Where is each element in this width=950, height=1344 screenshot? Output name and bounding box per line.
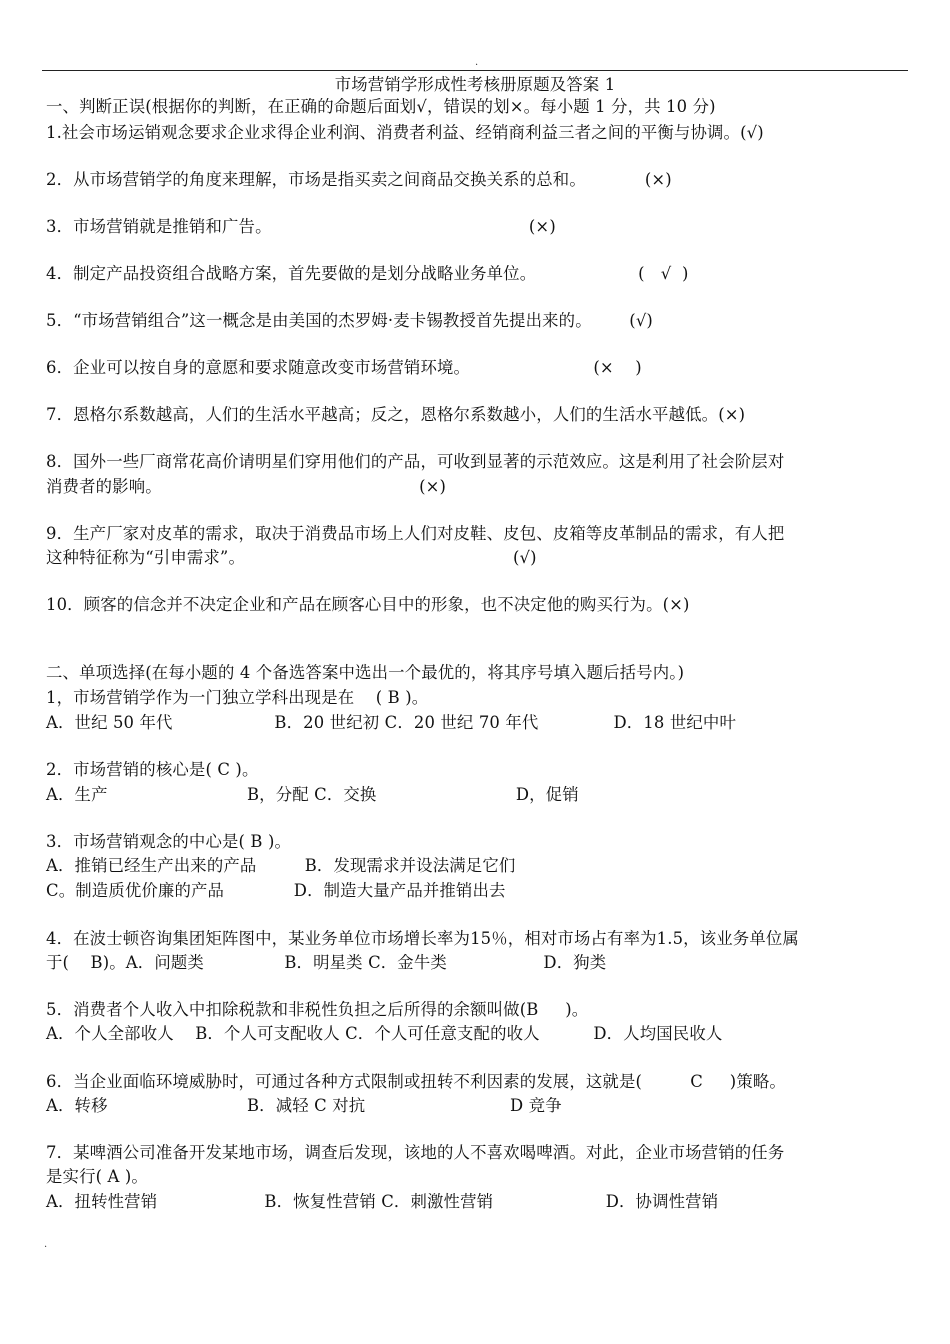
choice-q3-stem: 3．市场营销观念的中心是( B )。: [46, 832, 292, 851]
choice-q3-options-2: C。制造质优价廉的产品 D．制造大量产品并推销出去: [46, 881, 506, 900]
choice-q2-stem: 2．市场营销的核心是( C )。: [46, 760, 259, 779]
choice-q1-stem: 1，市场营销学作为一门独立学科出现是在 ( B )。: [46, 688, 429, 707]
judge-item-3: 3．市场营销就是推销和广告。 (×): [46, 217, 556, 236]
judge-item-4: 4．制定产品投资组合战略方案，首先要做的是划分战略业务单位。 ( √ ): [46, 264, 689, 283]
judge-item-8-line1: 8．国外一些厂商常花高价请明星们穿用他们的产品，可收到显著的示范效应。这是利用了社会阶层对: [46, 452, 785, 471]
choice-q7-stem-1: 7．某啤酒公司准备开发某地市场，调查后发现，该地的人不喜欢喝啤酒。对此，企业市场营销的任务: [46, 1143, 785, 1162]
header-mark: .: [475, 57, 479, 68]
judge-item-2: 2．从市场营销学的角度来理解，市场是指买卖之间商品交换关系的总和。 (×): [46, 170, 672, 189]
choice-q2-options: A．生产 B，分配 C．交换 D，促销: [46, 785, 579, 804]
choice-q6-options: A．转移 B．减轻 C 对抗 D 竞争: [46, 1096, 562, 1115]
judge-item-7: 7．恩格尔系数越高，人们的生活水平越高；反之，恩格尔系数越小，人们的生活水平越低。(×): [46, 405, 746, 424]
choice-q5-options: A．个人全部收人 B．个人可支配收人 C．个人可任意支配的收人 D．人均国民收人: [46, 1024, 723, 1043]
choice-q5-stem: 5．消费者个人收入中扣除税款和非税性负担之后所得的余额叫做(B )。: [46, 1000, 589, 1019]
judge-item-10: 10．顾客的信念并不决定企业和产品在顾客心目中的形象，也不决定他的购买行为。(×): [46, 595, 690, 614]
judge-item-5: 5．“市场营销组合”这一概念是由美国的杰罗姆·麦卡锡教授首先提出来的。 (√): [46, 311, 653, 330]
choice-q7-stem-2: 是实行( A )。: [46, 1167, 148, 1186]
choice-q4-stem: 4．在波士顿咨询集团矩阵图中，某业务单位市场增长率为15％，相对市场占有率为1.5，该业务单位属: [46, 929, 799, 948]
page-title: 市场营销学形成性考核册原题及答案 1: [334, 75, 616, 94]
choice-q6-stem: 6．当企业面临环境威胁时，可通过各种方式限制或扭转不利因素的发展，这就是( C )策略。: [46, 1072, 786, 1091]
choice-q3-options-1: A．推销已经生产出来的产品 B．发现需求并设法满足它们: [46, 856, 516, 875]
judge-item-9-line2: 这种特征称为“引申需求”。 (√): [46, 548, 537, 567]
choice-q7-options: A．扭转性营销 B．恢复性营销 C．刺激性营销 D．协调性营销: [46, 1192, 719, 1211]
judge-item-6: 6．企业可以按自身的意愿和要求随意改变市场营销环境。 (× ): [46, 358, 642, 377]
choice-q1-options: A．世纪 50 年代 B．20 世纪初 C．20 世纪 70 年代 D．18 世纪中叶: [46, 713, 736, 732]
judge-item-9-line1: 9．生产厂家对皮革的需求，取决于消费品市场上人们对皮鞋、皮包、皮箱等皮革制品的需求，有人把: [46, 524, 785, 543]
header-rule: [42, 70, 908, 71]
section1-heading: 一、判断正误(根据你的判断，在正确的命题后面划√，错误的划×。每小题 1 分，共 10 分): [46, 97, 716, 116]
choice-q4-options: 于( B)。A．问题类 B．明星类 C．金牛类 D．狗类: [46, 953, 607, 972]
judge-item-1: 1.社会市场运销观念要求企业求得企业利润、消费者利益、经销商利益三者之间的平衡与协调。(√): [46, 123, 764, 142]
section2-heading: 二、单项选择(在每小题的 4 个备选答案中选出一个最优的，将其序号填入题后括号内。): [46, 663, 685, 682]
judge-item-8-line2: 消费者的影响。 (×): [46, 477, 447, 496]
footer-mark: .: [44, 1239, 48, 1250]
